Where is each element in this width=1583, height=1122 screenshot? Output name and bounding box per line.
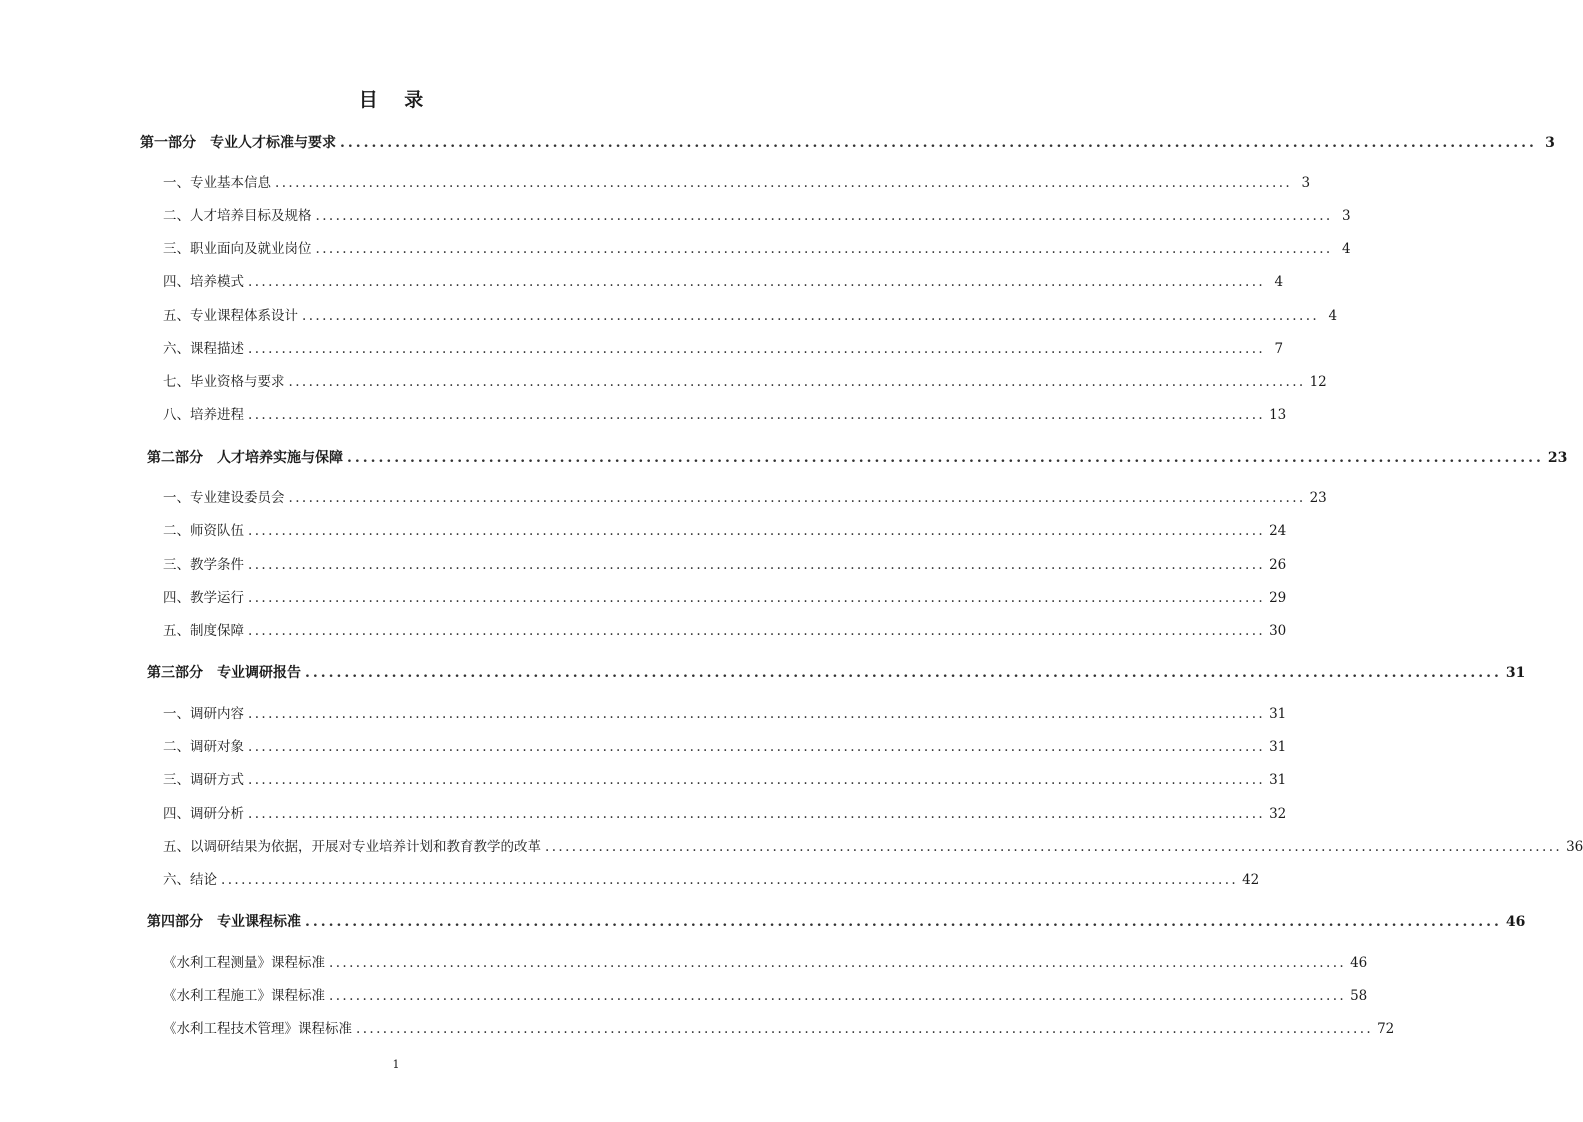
toc-page-number: 58 bbox=[1350, 988, 1368, 1004]
toc-item[interactable] bbox=[163, 371, 1327, 393]
toc-label: 五、以调研结果为依据，开展对专业培养计划和教育教学的改革 bbox=[163, 839, 541, 855]
toc-page-number: 4 bbox=[1274, 274, 1284, 290]
toc-leader: ........................................................................................................................................................ bbox=[248, 590, 1266, 606]
toc-label: 二、师资队伍 bbox=[163, 523, 244, 539]
page-number-footer: 1 bbox=[392, 1058, 400, 1071]
toc-leader: ........................................................................................................................................................ bbox=[305, 665, 1502, 681]
toc-leader: ........................................................................................................................................................ bbox=[305, 914, 1502, 930]
toc-label: 六、课程描述 bbox=[163, 341, 244, 357]
toc-leader: ........................................................................................................................................................ bbox=[248, 706, 1266, 722]
toc-label: 《水利工程技术管理》课程标准 bbox=[163, 1021, 352, 1037]
toc-label: 二、人才培养目标及规格 bbox=[163, 208, 312, 224]
toc-page-number: 12 bbox=[1309, 374, 1327, 390]
toc-page-number: 36 bbox=[1566, 839, 1583, 855]
toc-leader: ........................................................................................................................................................ bbox=[340, 135, 1537, 151]
toc-item[interactable] bbox=[163, 1018, 1395, 1040]
toc-page-number: 72 bbox=[1377, 1021, 1395, 1037]
toc-label: 三、调研方式 bbox=[163, 772, 244, 788]
toc-page-number: 31 bbox=[1269, 739, 1287, 755]
toc-page-number: 3 bbox=[1545, 135, 1555, 151]
toc-item[interactable] bbox=[163, 172, 1311, 194]
toc-label: 四、培养模式 bbox=[163, 274, 244, 290]
toc-item[interactable] bbox=[163, 985, 1368, 1007]
toc-label: 《水利工程施工》课程标准 bbox=[163, 988, 325, 1004]
toc-item[interactable] bbox=[163, 620, 1287, 642]
toc-leader: ........................................................................................................................................................ bbox=[248, 341, 1266, 357]
toc-item[interactable] bbox=[163, 238, 1351, 260]
toc-leader: ........................................................................................................................................................ bbox=[347, 450, 1544, 466]
toc-label: 一、专业基本信息 bbox=[163, 175, 271, 191]
toc-leader: ........................................................................................................................................................ bbox=[248, 772, 1266, 788]
toc-page-number: 46 bbox=[1350, 955, 1368, 971]
toc-page-number: 4 bbox=[1341, 241, 1351, 257]
toc-label: 五、专业课程体系设计 bbox=[163, 308, 298, 324]
toc-leader: ........................................................................................................................................................ bbox=[275, 175, 1293, 191]
toc-label: 四、教学运行 bbox=[163, 590, 244, 606]
toc-leader: ........................................................................................................................................................ bbox=[248, 806, 1266, 822]
toc-page-number: 31 bbox=[1269, 772, 1287, 788]
toc-page-number: 3 bbox=[1301, 175, 1311, 191]
toc-page-number: 7 bbox=[1274, 341, 1284, 357]
toc-page-number: 31 bbox=[1269, 706, 1287, 722]
toc-page-number: 42 bbox=[1242, 872, 1260, 888]
toc-page-number: 46 bbox=[1505, 914, 1526, 930]
toc-label: 一、专业建设委员会 bbox=[163, 490, 285, 506]
toc-item[interactable] bbox=[163, 205, 1351, 227]
toc-item[interactable] bbox=[163, 404, 1287, 426]
toc-page-number: 24 bbox=[1269, 523, 1287, 539]
toc-item[interactable] bbox=[163, 952, 1368, 974]
toc-page-number: 31 bbox=[1505, 665, 1526, 681]
page-title: 目 录 bbox=[358, 89, 434, 111]
toc-part-2[interactable] bbox=[147, 447, 1568, 469]
toc-item[interactable] bbox=[163, 587, 1287, 609]
toc-label: 三、职业面向及就业岗位 bbox=[163, 241, 312, 257]
toc-leader: ........................................................................................................................................................ bbox=[248, 274, 1266, 290]
toc-item[interactable] bbox=[163, 869, 1260, 891]
toc-label: 五、制度保障 bbox=[163, 623, 244, 639]
toc-item[interactable] bbox=[163, 305, 1338, 327]
toc-leader: ........................................................................................................................................................ bbox=[302, 308, 1320, 324]
toc-label: 一、调研内容 bbox=[163, 706, 244, 722]
toc-label: 七、毕业资格与要求 bbox=[163, 374, 285, 390]
toc-item[interactable] bbox=[163, 769, 1287, 791]
toc-leader: ........................................................................................................................................................ bbox=[356, 1021, 1374, 1037]
toc-part-1[interactable] bbox=[140, 132, 1555, 154]
toc-page-number: 29 bbox=[1269, 590, 1287, 606]
toc-leader: ........................................................................................................................................................ bbox=[288, 374, 1306, 390]
toc-leader: ........................................................................................................................................................ bbox=[248, 523, 1266, 539]
toc-label: 《水利工程测量》课程标准 bbox=[163, 955, 325, 971]
toc-part-4[interactable] bbox=[147, 911, 1526, 933]
toc-label: 第二部分 人才培养实施与保障 bbox=[147, 450, 343, 466]
toc-item[interactable] bbox=[163, 520, 1287, 542]
toc-leader: ........................................................................................................................................................ bbox=[248, 739, 1266, 755]
toc-label: 三、教学条件 bbox=[163, 557, 244, 573]
toc-page-number: 3 bbox=[1341, 208, 1351, 224]
toc-label: 六、结论 bbox=[163, 872, 217, 888]
toc-page-number: 26 bbox=[1269, 557, 1287, 573]
toc-leader: ........................................................................................................................................................ bbox=[315, 241, 1333, 257]
toc-item[interactable] bbox=[163, 271, 1284, 293]
toc-page-number: 23 bbox=[1547, 450, 1568, 466]
toc-item[interactable] bbox=[163, 703, 1287, 725]
toc-item[interactable] bbox=[163, 803, 1287, 825]
toc-leader: ........................................................................................................................................................ bbox=[248, 557, 1266, 573]
toc-label: 二、调研对象 bbox=[163, 739, 244, 755]
toc-item[interactable] bbox=[163, 554, 1287, 576]
toc-label: 第一部分 专业人才标准与要求 bbox=[140, 135, 336, 151]
toc-page-number: 32 bbox=[1269, 806, 1287, 822]
toc-item[interactable] bbox=[163, 338, 1284, 360]
toc-page-number: 4 bbox=[1328, 308, 1338, 324]
toc-item[interactable] bbox=[163, 487, 1327, 509]
toc-leader: ........................................................................................................................................................ bbox=[288, 490, 1306, 506]
toc-label: 四、调研分析 bbox=[163, 806, 244, 822]
toc-label: 八、培养进程 bbox=[163, 407, 244, 423]
toc-item[interactable] bbox=[163, 736, 1287, 758]
toc-leader: ........................................................................................................................................................ bbox=[248, 623, 1266, 639]
toc-item[interactable] bbox=[163, 836, 1583, 858]
toc-label: 第四部分 专业课程标准 bbox=[147, 914, 301, 930]
toc-leader: ........................................................................................................................................................ bbox=[248, 407, 1266, 423]
toc-page-number: 23 bbox=[1309, 490, 1327, 506]
toc-leader: ........................................................................................................................................................ bbox=[329, 988, 1347, 1004]
toc-leader: ........................................................................................................................................................ bbox=[545, 839, 1563, 855]
toc-page-number: 30 bbox=[1269, 623, 1287, 639]
toc-part-3[interactable] bbox=[147, 662, 1526, 684]
toc-leader: ........................................................................................................................................................ bbox=[329, 955, 1347, 971]
toc-page-number: 13 bbox=[1269, 407, 1287, 423]
toc-leader: ........................................................................................................................................................ bbox=[315, 208, 1333, 224]
toc-leader: ........................................................................................................................................................ bbox=[221, 872, 1239, 888]
toc-label: 第三部分 专业调研报告 bbox=[147, 665, 301, 681]
